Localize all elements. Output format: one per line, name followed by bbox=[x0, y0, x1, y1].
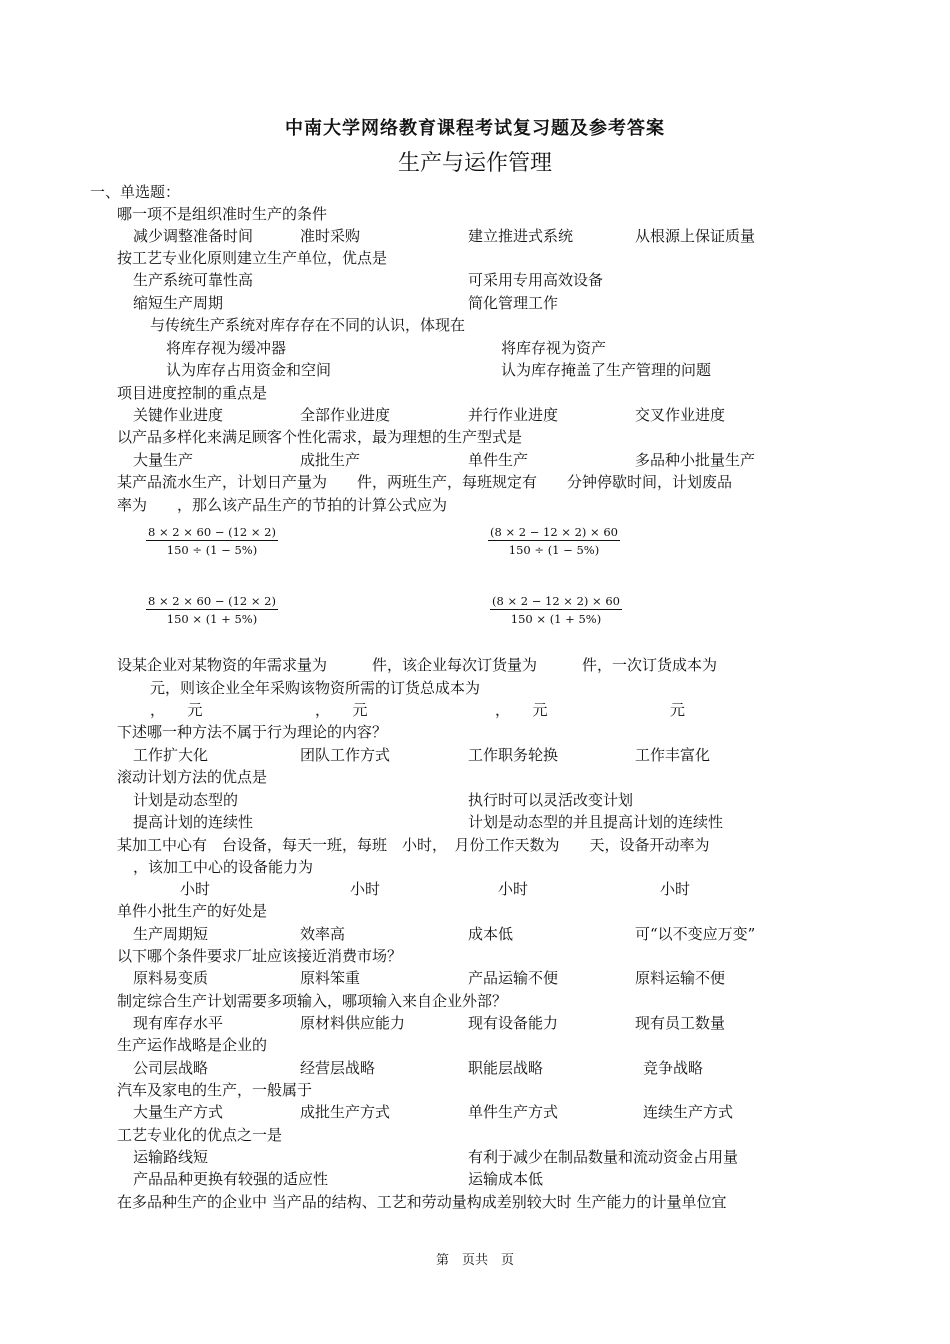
option-a: 原料易变质 bbox=[133, 969, 209, 987]
formula-denominator: 150 × (1 + 5%) bbox=[510, 612, 602, 626]
option-c: ， 元 bbox=[495, 701, 548, 719]
option-a: 减少调整准备时间 bbox=[133, 227, 254, 245]
page-number: 第 页共 页 bbox=[435, 1253, 514, 1268]
option-c: 单件生产方式 bbox=[468, 1103, 559, 1121]
option-c: 工作职务轮换 bbox=[468, 746, 559, 764]
question-stem: 汽车及家电的生产，一般属于 bbox=[117, 1081, 313, 1099]
option-c: 职能层战略 bbox=[468, 1059, 544, 1077]
option-c: 建立推进式系统 bbox=[468, 227, 574, 245]
option-b: 经营层战略 bbox=[300, 1059, 376, 1077]
option-b: 小时 bbox=[350, 880, 381, 898]
option-b: 原料笨重 bbox=[300, 969, 361, 987]
option-b: ， 元 bbox=[315, 701, 368, 719]
formula-option-c bbox=[146, 594, 278, 626]
question-stem-continued: 元，则该企业全年采购该物资所需的订货总成本为 bbox=[150, 679, 481, 697]
question-stem: 按工艺专业化原则建立生产单位，优点是 bbox=[117, 249, 388, 267]
option-b: 可采用专用高效设备 bbox=[468, 271, 604, 289]
option-a: 现有库存水平 bbox=[133, 1014, 224, 1032]
option-a: 工作扩大化 bbox=[133, 746, 209, 764]
question-stem: 单件小批生产的好处是 bbox=[117, 902, 268, 920]
formula-numerator: 8 × 2 × 60 − (12 × 2) bbox=[148, 525, 276, 539]
option-d: 元 bbox=[670, 701, 686, 719]
option-d: 从根源上保证质量 bbox=[635, 227, 756, 245]
option-c: 单件生产 bbox=[468, 451, 529, 469]
document-header: 中南大学网络教育课程考试复习题及参考答案 bbox=[285, 118, 665, 139]
option-d: 交叉作业进度 bbox=[635, 406, 726, 424]
question-stem: 以下哪个条件要求厂址应该接近消费市场？ bbox=[117, 947, 403, 965]
option-d: 运输成本低 bbox=[468, 1170, 544, 1188]
option-d: 现有员工数量 bbox=[635, 1014, 726, 1032]
option-d: 可“以不变应万变” bbox=[635, 925, 756, 943]
question-stem: 滚动计划方法的优点是 bbox=[117, 768, 268, 786]
option-a: 生产周期短 bbox=[133, 925, 209, 943]
question-stem: 生产运作战略是企业的 bbox=[117, 1036, 268, 1054]
option-d: 工作丰富化 bbox=[635, 746, 711, 764]
option-b: 团队工作方式 bbox=[300, 746, 391, 764]
question-stem: 某加工中心有 台设备，每天一班，每班 小时， 月份工作天数为 天，设备开动率为 bbox=[117, 836, 710, 854]
question-stem: 设某企业对某物资的年需求量为 件，该企业每次订货量为 件，一次订货成本为 bbox=[117, 656, 718, 674]
question-stem: 下述哪一种方法不属于行为理论的内容？ bbox=[117, 723, 388, 741]
option-c: 小时 bbox=[498, 880, 529, 898]
formula-numerator: (8 × 2 − 12 × 2) × 60 bbox=[490, 525, 618, 539]
option-b: 将库存视为资产 bbox=[501, 339, 607, 357]
option-c: 成本低 bbox=[468, 925, 514, 943]
option-a: 小时 bbox=[180, 880, 211, 898]
option-c: 并行作业进度 bbox=[468, 406, 559, 424]
option-a: 生产系统可靠性高 bbox=[133, 271, 254, 289]
question-stem: 在多品种生产的企业中 当产品的结构、工艺和劳动量构成差别较大时 生产能力的计量单位宜 bbox=[117, 1193, 727, 1211]
formula-numerator: (8 × 2 − 12 × 2) × 60 bbox=[492, 594, 620, 608]
option-d: 认为库存掩盖了生产管理的问题 bbox=[501, 361, 712, 379]
option-b: 执行时可以灵活改变计划 bbox=[468, 791, 634, 809]
option-a: ， 元 bbox=[150, 701, 203, 719]
formula-numerator: 8 × 2 × 60 − (12 × 2) bbox=[148, 594, 276, 608]
document-title: 生产与运作管理 bbox=[397, 151, 552, 176]
question-stem-continued: 率为 ，那么该产品生产的节拍的计算公式应为 bbox=[117, 496, 448, 514]
option-b: 原材料供应能力 bbox=[300, 1014, 406, 1032]
option-c: 产品品种更换有较强的适应性 bbox=[133, 1170, 329, 1188]
option-b: 全部作业进度 bbox=[300, 406, 391, 424]
option-d: 原料运输不便 bbox=[635, 969, 726, 987]
option-b: 成批生产 bbox=[300, 451, 361, 469]
question-stem: 与传统生产系统对库存存在不同的认识，体现在 bbox=[150, 316, 466, 334]
option-b: 有利于减少在制品数量和流动资金占用量 bbox=[468, 1148, 739, 1166]
option-c: 现有设备能力 bbox=[468, 1014, 559, 1032]
option-a: 大量生产 bbox=[133, 451, 194, 469]
option-d: 连续生产方式 bbox=[643, 1103, 734, 1121]
question-stem: 制定综合生产计划需要多项输入，哪项输入来自企业外部？ bbox=[117, 992, 508, 1010]
option-a: 计划是动态型的 bbox=[133, 791, 239, 809]
question-stem: 工艺专业化的优点之一是 bbox=[117, 1126, 283, 1144]
option-d: 竞争战略 bbox=[643, 1059, 704, 1077]
option-a: 公司层战略 bbox=[133, 1059, 209, 1077]
formula-denominator: 150 ÷ (1 − 5%) bbox=[166, 543, 258, 557]
option-a: 关键作业进度 bbox=[133, 406, 224, 424]
option-d: 小时 bbox=[660, 880, 691, 898]
option-c: 认为库存占用资金和空间 bbox=[166, 361, 332, 379]
option-c: 提高计划的连续性 bbox=[133, 813, 254, 831]
option-b: 效率高 bbox=[300, 925, 346, 943]
formula-option-a bbox=[146, 525, 278, 557]
option-c: 缩短生产周期 bbox=[133, 294, 224, 312]
option-a: 运输路线短 bbox=[133, 1148, 209, 1166]
formula-option-b bbox=[488, 525, 620, 557]
section-heading: 一、单选题： bbox=[90, 183, 181, 201]
option-c: 产品运输不便 bbox=[468, 969, 559, 987]
question-stem: 哪一项不是组织准时生产的条件 bbox=[117, 205, 328, 223]
page-footer bbox=[0, 1249, 950, 1268]
option-d: 计划是动态型的并且提高计划的连续性 bbox=[468, 813, 724, 831]
question-stem-continued: ，该加工中心的设备能力为 bbox=[133, 858, 314, 876]
formula-option-d bbox=[490, 594, 622, 626]
formula-denominator: 150 × (1 + 5%) bbox=[166, 612, 258, 626]
question-stem: 项目进度控制的重点是 bbox=[117, 384, 268, 402]
option-b: 准时采购 bbox=[300, 227, 361, 245]
option-d: 简化管理工作 bbox=[468, 294, 559, 312]
question-stem: 以产品多样化来满足顾客个性化需求，最为理想的生产型式是 bbox=[117, 428, 523, 446]
option-a: 将库存视为缓冲器 bbox=[166, 339, 287, 357]
option-d: 多品种小批量生产 bbox=[635, 451, 756, 469]
formula-denominator: 150 ÷ (1 − 5%) bbox=[508, 543, 600, 557]
option-a: 大量生产方式 bbox=[133, 1103, 224, 1121]
option-b: 成批生产方式 bbox=[300, 1103, 391, 1121]
question-stem: 某产品流水生产，计划日产量为 件，两班生产，每班规定有 分钟停歇时间，计划废品 bbox=[117, 473, 733, 491]
